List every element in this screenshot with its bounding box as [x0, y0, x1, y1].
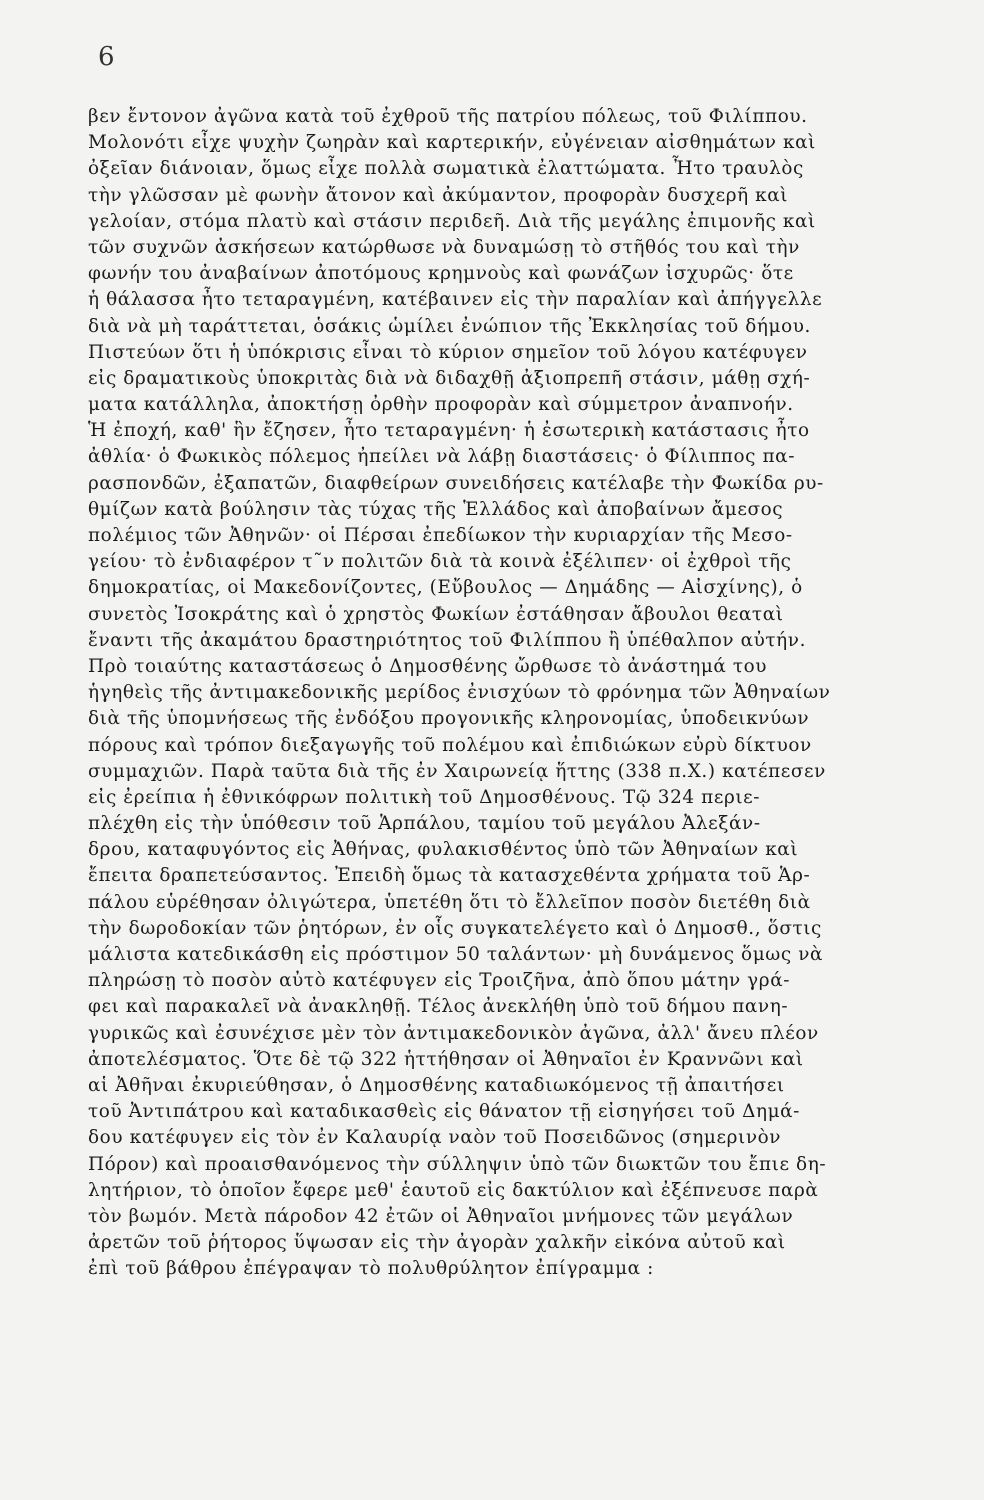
text-line: βεν ἔντονον ἀγῶνα κατὰ τοῦ ἐχθροῦ τῆς πατρίου πόλεως, τοῦ Φιλίππου. [88, 106, 808, 127]
text-line: φει καὶ παρακαλεῖ νὰ ἀνακληθῇ. Τέλος ἀνεκλήθη ὑπὸ τοῦ δήμου πανη- [88, 996, 789, 1018]
text-line: δου κατέφυγεν εἰς τὸν ἐν Καλαυρίᾳ ναὸν τοῦ Ποσειδῶνος (σημερινὸν [88, 1127, 782, 1149]
page-number: 6 [98, 42, 115, 72]
text-line: μάλιστα κατεδικάσθη εἰς πρόστιμον 50 ταλάντων· μὴ δυνάμενος ὅμως νὰ [88, 944, 824, 965]
text-line: ματα κατάλληλα, ἀποκτήσῃ ὀρθὴν προφορὰν καὶ σύμμετρον ἀναπνοήν. [88, 394, 794, 416]
text-line: θμίζων κατὰ βούλησιν τὰς τύχας τῆς Ἑλλάδος καὶ ἀποβαίνων ἄμεσος [88, 498, 784, 520]
text-line: Μολονότι εἶχε ψυχὴν ζωηρὰν καὶ καρτερικήν, εὐγένειαν αἰσθημάτων καὶ [88, 132, 816, 154]
text-line: φωνήν του ἀναβαίνων ἀποτόμους κρημνοὺς καὶ φωνάζων ἰσχυρῶς· ὅτε [88, 263, 794, 285]
text-line: Ἡ ἐποχή, καθ' ἣν ἔζησεν, ἦτο τεταραγμένη· ἡ ἐσωτερικὴ κατάστασις ἦτο [88, 420, 810, 442]
text-line: Πρὸ τοιαύτης καταστάσεως ὁ Δημοσθένης ὤρθωσε τὸ ἀνάστημά του [88, 655, 768, 677]
text-line: ἡγηθεὶς τῆς ἀντιμακεδονικῆς μερίδος ἐνισχύων τὸ φρόνημα τῶν Ἀθηναίων [88, 682, 831, 704]
text-line: ἐπὶ τοῦ βάθρου ἐπέγραψαν τὸ πολυθρύλητον ἐπίγραμμα : [88, 1258, 654, 1280]
text-line: ἀρετῶν τοῦ ῥήτορος ὕψωσαν εἰς τὴν ἀγορὰν χαλκῆν εἰκόνα αὐτοῦ καὶ [88, 1232, 786, 1254]
text-line: τὴν δωροδοκίαν τῶν ῥητόρων, ἐν οἷς συγκατελέγετο καὶ ὁ Δημοσθ., ὅστις [88, 917, 822, 939]
text-line: δρου, καταφυγόντος εἰς Ἀθήνας, φυλακισθέντος ὑπὸ τῶν Ἀθηναίων καὶ [88, 839, 799, 861]
text-line: γυρικῶς καὶ ἐσυνέχισε μὲν τὸν ἀντιμακεδονικὸν ἀγῶνα, ἀλλ' ἄνευ πλέον [88, 1022, 819, 1044]
text-line: Πιστεύων ὅτι ἡ ὑπόκρισις εἶναι τὸ κύριον σημεῖον τοῦ λόγου κατέφυγεν [88, 341, 808, 363]
text-line: συνετὸς Ἰσοκράτης καὶ ὁ χρηστὸς Φωκίων ἐστάθησαν ἄβουλοι θεαταὶ [88, 603, 784, 625]
text-line: ἀθλία· ὁ Φωκικὸς πόλεμος ἠπείλει νὰ λάβῃ διαστάσεις· ὁ Φίλιππος πα- [88, 446, 796, 468]
text-line: αἱ Ἀθῆναι ἐκυριεύθησαν, ὁ Δημοσθένης καταδιωκόμενος τῇ ἀπαιτήσει [88, 1074, 785, 1096]
text-line: πόρους καὶ τρόπον διεξαγωγῆς τοῦ πολέμου καὶ ἐπιδιώκων εὐρὺ δίκτυον [88, 734, 812, 756]
text-line: ἔναντι τῆς ἀκαμάτου δραστηριότητος τοῦ Φιλίππου ἢ ὑπέθαλπον αὐτήν. [88, 629, 807, 651]
text-line: Πόρον) καὶ προαισθανόμενος τὴν σύλληψιν ὑπὸ τῶν διωκτῶν του ἔπιε δη- [88, 1153, 827, 1175]
text-line: γελοίαν, στόμα πλατὺ καὶ στάσιν περιδεῆ. Διὰ τῆς μεγάλης ἐπιμονῆς καὶ [88, 210, 816, 232]
text-line: ρασπονδῶν, ἐξαπατῶν, διαφθείρων συνειδήσεις κατέλαβε τὴν Φωκίδα ρυ- [88, 472, 824, 494]
text-line: ἡ θάλασσα ἦτο τεταραγμένη, κατέβαινεν εἰς τὴν παραλίαν καὶ ἀπήγγελλε [88, 289, 823, 311]
text-line: ἔπειτα δραπετεύσαντος. Ἐπειδὴ ὅμως τὰ κατασχεθέντα χρήματα τοῦ Ἁρ- [88, 865, 811, 887]
text-line: συμμαχιῶν. Παρὰ ταῦτα διὰ τῆς ἐν Χαιρωνείᾳ ἥττης (338 π.Χ.) κατέπεσεν [88, 760, 826, 782]
text-line: εἰς ἐρείπια ἡ ἐθνικόφρων πολιτικὴ τοῦ Δημοσθένους. Τῷ 324 περιε- [88, 786, 761, 808]
text-line: τὸν βωμόν. Μετὰ πάροδον 42 ἐτῶν οἱ Ἀθηναῖοι μνήμονες τῶν μεγάλων [88, 1205, 794, 1227]
text-line: ἀποτελέσματος. Ὅτε δὲ τῷ 322 ἡττήθησαν οἱ Ἀθηναῖοι ἐν Κραννῶνι καὶ [88, 1048, 804, 1070]
text-line: ὀξεῖαν διάνοιαν, ὅμως εἶχε πολλὰ σωματικὰ ἐλαττώματα. Ἦτο τραυλὸς [88, 158, 804, 180]
text-line: πληρώσῃ τὸ ποσὸν αὐτὸ κατέφυγεν εἰς Τροιζῆνα, ἀπὸ ὅπου μάτην γρά- [88, 970, 791, 992]
text-line: διὰ νὰ μὴ ταράττεται, ὁσάκις ὡμίλει ἐνώπιον τῆς Ἐκκλησίας τοῦ δήμου. [88, 315, 811, 337]
text-line: δημοκρατίας, οἱ Μακεδονίζοντες, (Εὔβουλος — Δημάδης — Αἰσχίνης), ὁ [88, 577, 803, 599]
text-line: τὴν γλῶσσαν μὲ φωνὴν ἄτονον καὶ ἀκύμαντον, προφορὰν δυσχερῆ καὶ [88, 184, 789, 206]
text-line: πολέμιος τῶν Ἀθηνῶν· οἱ Πέρσαι ἐπεδίωκον τὴν κυριαρχίαν τῆς Μεσο- [88, 525, 793, 546]
text-line: τοῦ Ἀντιπάτρου καὶ καταδικασθεὶς εἰς θάνατον τῇ εἰσηγήσει τοῦ Δημά- [88, 1101, 800, 1123]
body-text [88, 104, 938, 1282]
text-line: διὰ τῆς ὑπομνήσεως τῆς ἐνδόξου προγονικῆς κληρονομίας, ὑποδεικνύων [88, 708, 810, 730]
text-line: εἰς δραματικοὺς ὑποκριτὰς διὰ νὰ διδαχθῇ ἀξιοπρεπῆ στάσιν, μάθῃ σχή- [88, 367, 811, 389]
text-line: πάλου εὑρέθησαν ὀλιγώτερα, ὑπετέθη ὅτι τὸ ἔλλεῖπον ποσὸν διετέθη διὰ [88, 891, 811, 913]
text-line: γείου· τὸ ἐνδιαφέρον τ῀ν πολιτῶν διὰ τὰ κοινὰ ἐξέλιπεν· οἱ ἐχθροὶ τῆς [88, 551, 792, 573]
text-line: τῶν συχνῶν ἀσκήσεων κατώρθωσε νὰ δυναμώσῃ τὸ στῆθός του καὶ τὴν [88, 236, 800, 258]
text-line: πλέχθη εἰς τὴν ὑπόθεσιν τοῦ Ἁρπάλου, ταμίου τοῦ μεγάλου Ἀλεξάν- [88, 813, 761, 835]
text-line: λητήριον, τὸ ὁποῖον ἔφερε μεθ' ἑαυτοῦ εἰς δακτύλιον καὶ ἐξέπνευσε παρὰ [88, 1179, 819, 1201]
